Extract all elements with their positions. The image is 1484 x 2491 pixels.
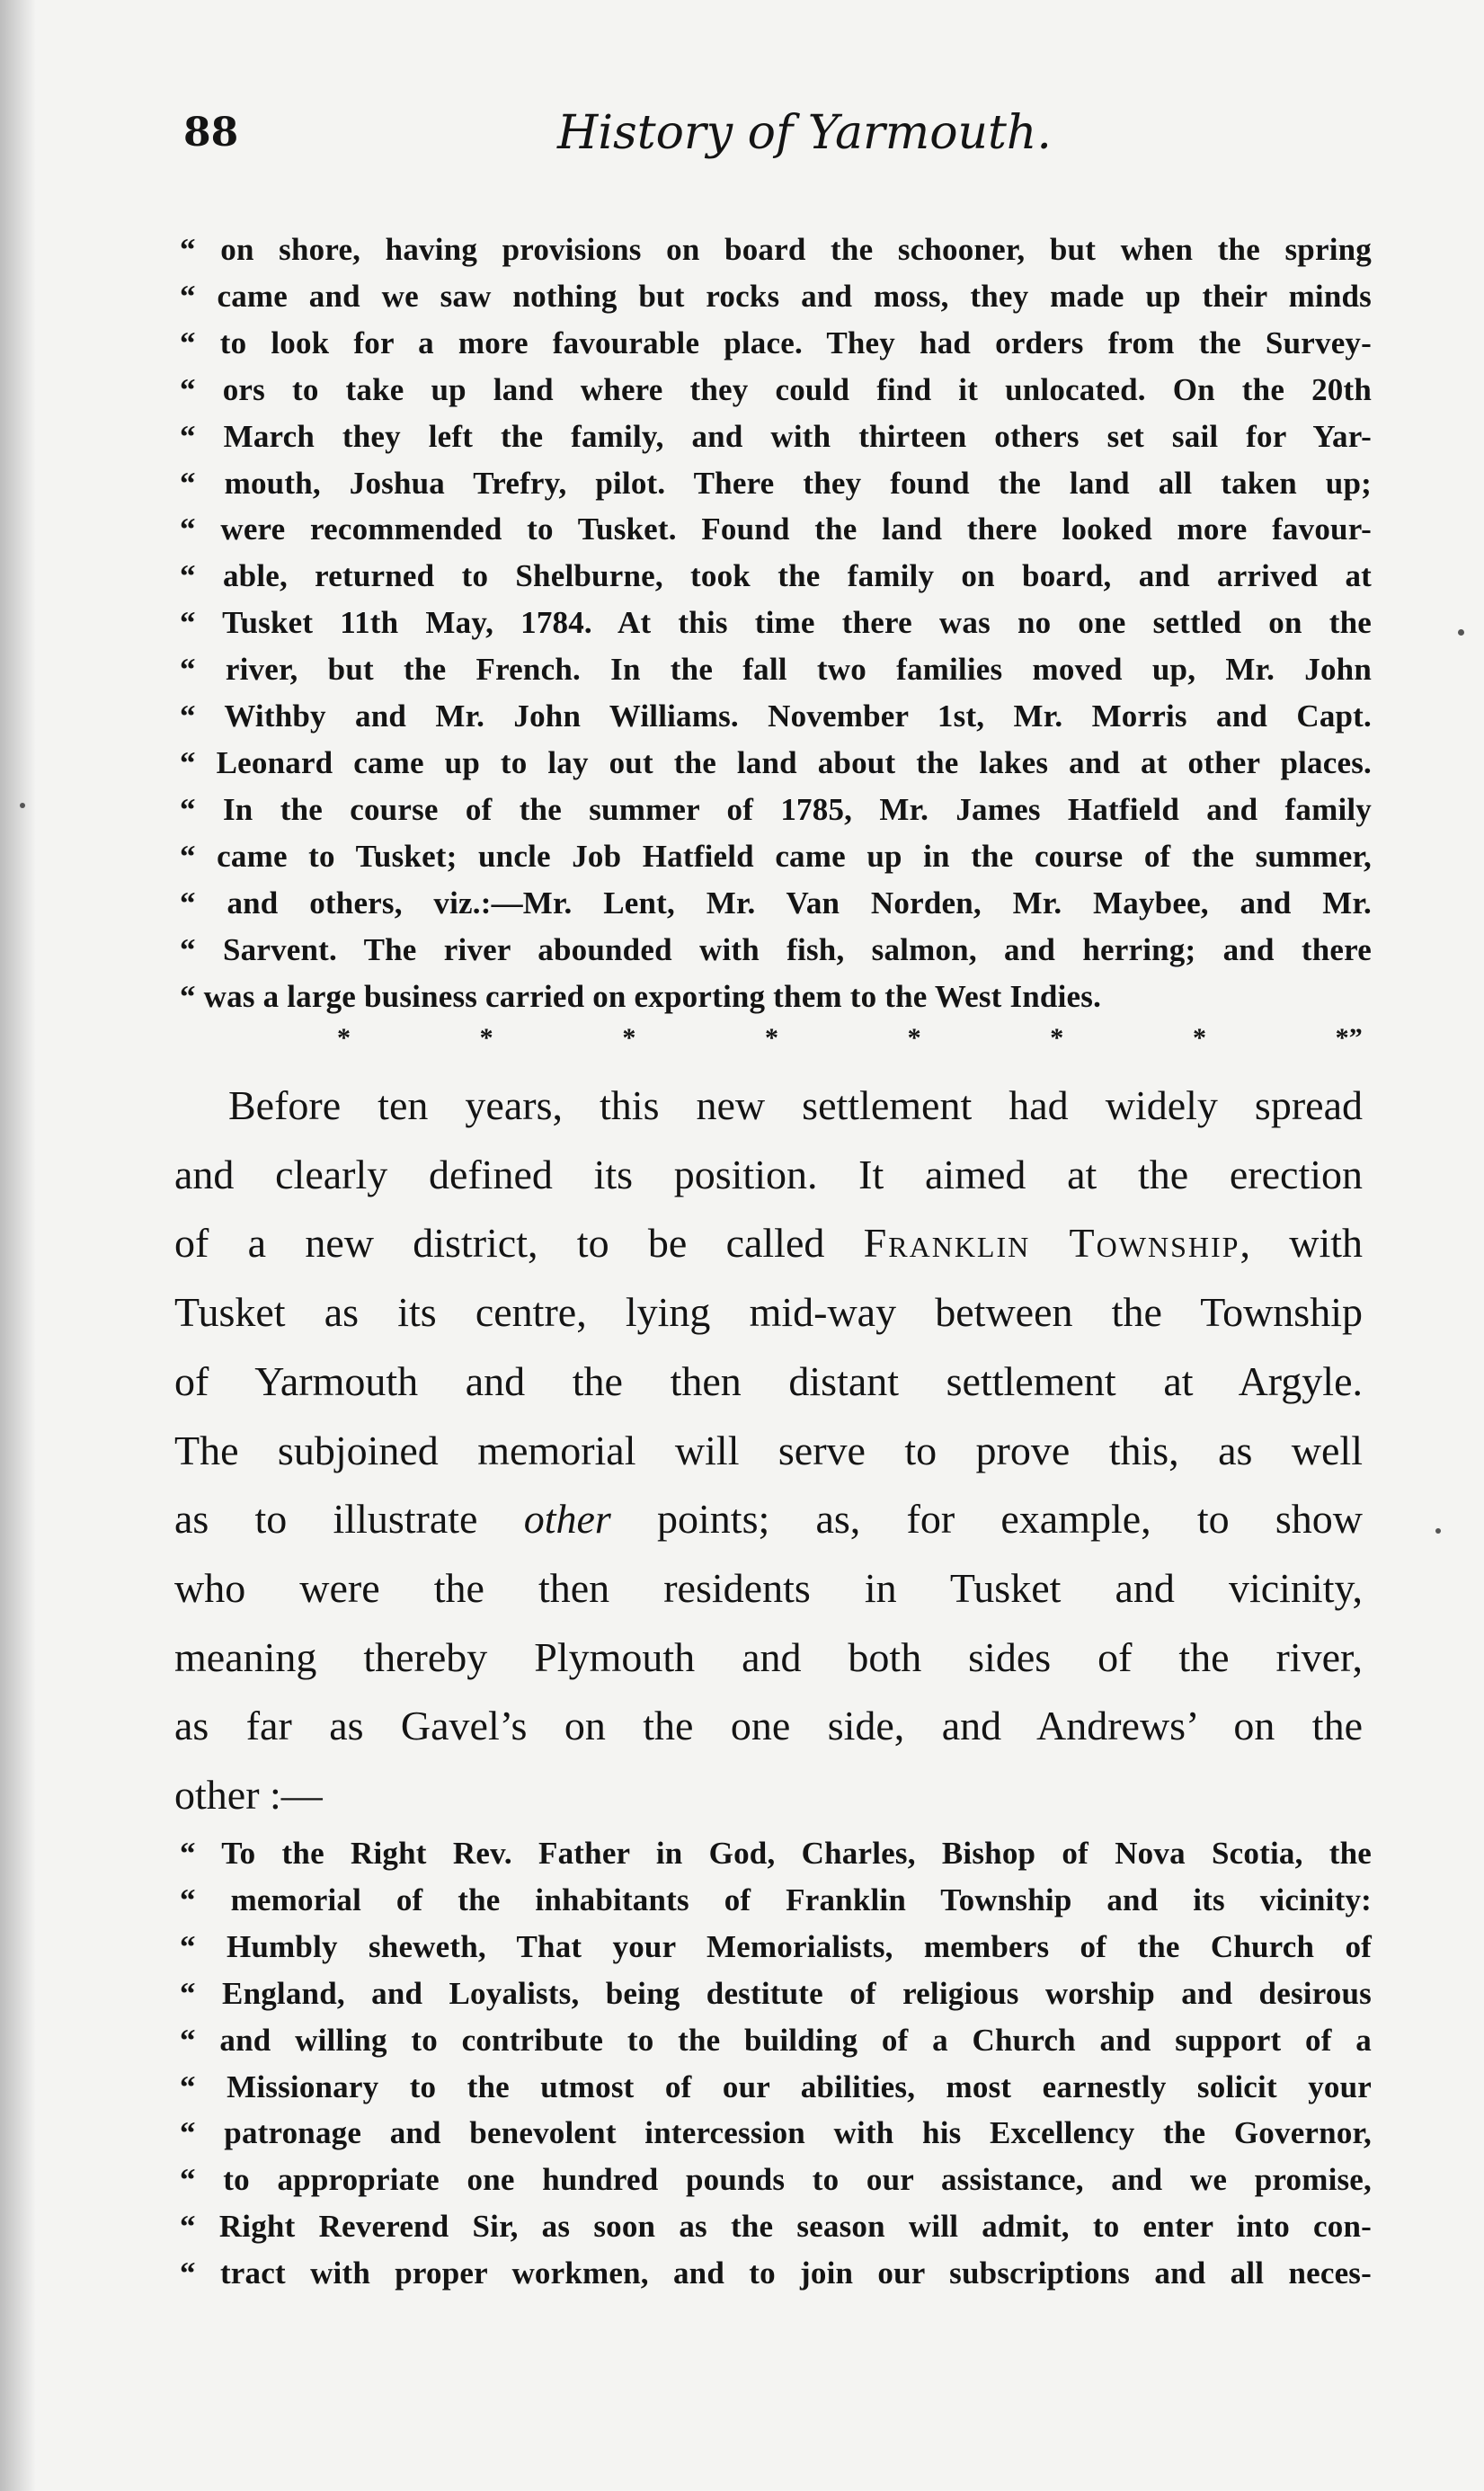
quoted-narrative (180, 227, 1372, 1057)
body-line (174, 1485, 1363, 1554)
quote-line: “ Humbly sheweth, That your Memorialists, members of the Church of (180, 1928, 1372, 1964)
body-text-segment: points; as, for example, to show (610, 1496, 1363, 1543)
quote-line: “ To the Right Rev. Father in God, Charles, Bishop of Nova Scotia, the (180, 1836, 1372, 1871)
body-line: of Yarmouth and the then distant settlement at Argyle. (174, 1357, 1363, 1404)
body-line: The subjoined memorial will serve to prove this, as well (174, 1427, 1363, 1473)
quoted-memorial (180, 1830, 1372, 2297)
quote-line: “ Sarvent. The river abounded with fish, salmon, and herring; and there (180, 931, 1372, 967)
body-text-segment: , with (1240, 1220, 1364, 1267)
quote-line: “ patronage and benevolent intercession with his Excellency the Governor, (180, 2115, 1372, 2151)
quote-line: “ on shore, having provisions on board the schooner, but when the spring (180, 232, 1372, 267)
body-text-segment: as to illustrate (174, 1496, 524, 1543)
body-line: meaning thereby Plymouth and both sides of the river, (174, 1633, 1363, 1680)
township-name: Franklin (863, 1220, 1031, 1267)
body-line (174, 1209, 1363, 1278)
quote-line: “ and others, viz.:—Mr. Lent, Mr. Van Norden, Mr. Maybee, and Mr. (180, 885, 1372, 921)
asterisk: * (479, 1023, 493, 1054)
quote-line: “ Right Reverend Sir, as soon as the season will admit, to enter into con- (180, 2209, 1372, 2245)
quote-line: “ and willing to contribute to the building of a Church and support of a (180, 2022, 1372, 2058)
body-text-segment: of a new district, to be called (174, 1220, 864, 1267)
asterisk: * (337, 1023, 351, 1054)
quote-line: “ March they left the family, and with thirteen others set sail for Yar- (180, 418, 1372, 454)
quote-line: “ Leonard came up to lay out the land about the lakes and at other places. (180, 744, 1372, 780)
quote-line: “ ors to take up land where they could find it unlocated. On the 20th (180, 371, 1372, 407)
quote-line: “ to appropriate one hundred pounds to our assistance, and we promise, (180, 2162, 1372, 2198)
asterisk: * (1050, 1023, 1064, 1054)
body-paragraph (174, 1072, 1363, 1830)
quote-line: “ Tusket 11th May, 1784. At this time there was no one settled on the (180, 605, 1372, 641)
body-line: Before ten years, this new settlement had widely spread (228, 1082, 1363, 1128)
quote-line: “ mouth, Joshua Trefry, pilot. There they found the land all taken up; (180, 465, 1372, 501)
body-line: as far as Gavel’s on the one side, and Andrews’ on the (174, 1703, 1363, 1749)
scan-speck (1458, 629, 1464, 636)
asterisk: *” (1335, 1023, 1363, 1054)
asterisk: * (907, 1023, 921, 1054)
body-line: who were the then residents in Tusket and vicinity, (174, 1564, 1363, 1611)
asterisk: * (764, 1023, 779, 1054)
quote-line: “ came and we saw nothing but rocks and moss, they made up their minds (180, 278, 1372, 314)
body-line: and clearly defined its position. It aimed at the erection (174, 1151, 1363, 1197)
quote-line: “ was a large business carried on exporting them to the West Indies. (180, 978, 1102, 1014)
quote-line: “ to look for a more favourable place. They had orders from the Survey- (180, 325, 1372, 360)
body-line: other :— (174, 1772, 323, 1819)
scan-speck (1435, 1528, 1441, 1534)
quote-line: “ able, returned to Shelburne, took the family on board, and arrived at (180, 558, 1372, 594)
emphasis-word: other (523, 1496, 611, 1543)
page-header (183, 97, 1372, 169)
quote-line: “ In the course of the summer of 1785, Mr. James Hatfield and family (180, 791, 1372, 827)
quote-line: “ were recommended to Tusket. Found the land there looked more favour- (180, 512, 1372, 547)
asterisk: * (1192, 1023, 1207, 1054)
quote-line: “ Missionary to the utmost of our abilities, most earnestly solicit your (180, 2068, 1372, 2104)
running-title: History of Yarmouth. (557, 106, 1052, 160)
quote-line: “ England, and Loyalists, being destitute of religious worship and desirous (180, 1975, 1372, 2011)
quote-line: “ came to Tusket; uncle Job Hatfield came up in the course of the summer, (180, 838, 1372, 874)
scan-speck (20, 803, 25, 808)
page-number: 88 (183, 110, 239, 156)
quote-line: “ Withby and Mr. John Williams. November 1st, Mr. Morris and Capt. (180, 698, 1372, 734)
quote-line: “ tract with proper workmen, and to join our subscriptions and all neces- (180, 2255, 1372, 2291)
asterisk-separator (180, 1019, 1372, 1057)
asterisk: * (622, 1023, 636, 1054)
quote-line: “ river, but the French. In the fall two families moved up, Mr. John (180, 652, 1372, 688)
body-line: Tusket as its centre, lying mid-way between the Township (174, 1289, 1363, 1336)
page-edge-shadow (0, 0, 36, 2491)
township-word: Township (1069, 1220, 1240, 1267)
quote-line: “ memorial of the inhabitants of Franklin Township and its vicinity: (180, 1882, 1372, 1917)
